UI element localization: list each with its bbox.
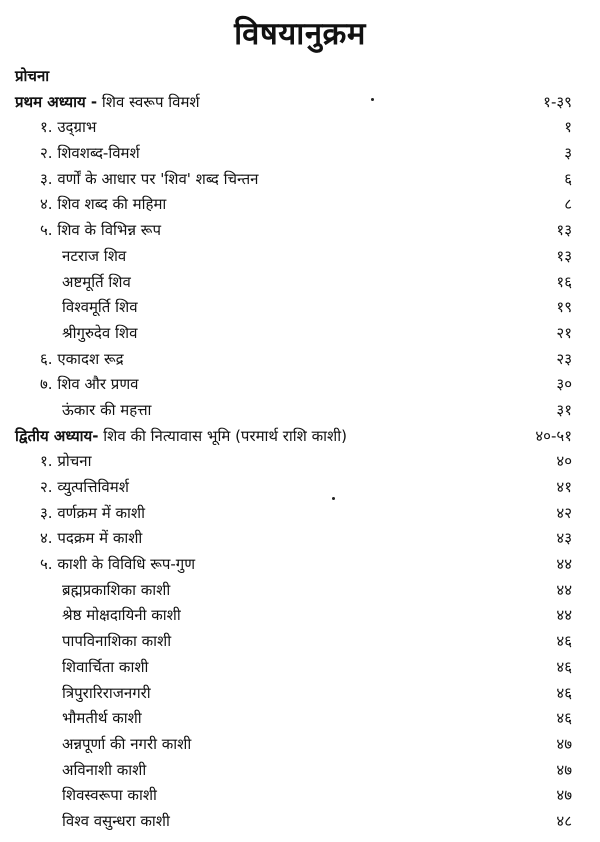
toc-page-number: ४६	[556, 657, 572, 676]
toc-page-number: ४४	[556, 580, 572, 599]
toc-entry-label: श्रेष्ठ मोक्षदायिनी काशी	[62, 606, 181, 625]
chapter-number: द्वितीय अध्याय-	[15, 426, 99, 445]
toc-subentry-row	[0, 398, 600, 424]
toc-page-number: ४७	[556, 760, 572, 779]
toc-entry-label: ६. एकादश रूद्र	[40, 349, 124, 368]
toc-page-number: ४४	[556, 606, 572, 625]
toc-page-number: ४८	[556, 811, 572, 830]
toc-entry-label: प्रोचना	[15, 67, 50, 85]
toc-entry-label: ब्रह्मप्रकाशिका काशी	[62, 580, 171, 599]
toc-page-number: ४०-५१	[535, 426, 572, 445]
toc-page-number: ४२	[556, 503, 572, 522]
toc-entry-row	[0, 347, 600, 373]
toc-entry-label: ३. वर्णों के आधार पर 'शिव' शब्द चिन्तन	[40, 169, 259, 188]
toc-subentry-row	[0, 270, 600, 296]
toc-page-number: ६	[564, 169, 572, 188]
toc-entry-label: १. उद्‌ग्राभ	[40, 118, 97, 137]
toc-chapter-label	[15, 90, 200, 116]
toc-page-number: १६	[556, 272, 572, 291]
toc-subentry-row	[0, 321, 600, 347]
toc-page-number: १९	[556, 298, 572, 317]
toc-subentry-row	[0, 783, 600, 809]
toc-entry-label: ३. वर्णक्रम में काशी	[40, 503, 146, 522]
scan-speck	[371, 98, 374, 101]
toc-subentry-row	[0, 809, 600, 835]
toc-entry-row	[0, 526, 600, 552]
toc-entry-label: पापविनाशिका काशी	[62, 632, 172, 651]
toc-entry-label: २. व्युत्पत्तिविमर्श	[40, 478, 129, 496]
toc-subentry-row	[0, 578, 600, 604]
toc-entry-label: अन्नपूर्णा की नगरी काशी	[62, 734, 192, 753]
toc-page-number: २३	[556, 349, 572, 368]
toc-page-number: ४६	[556, 632, 572, 651]
toc-entry-label: शिवस्वरूपा काशी	[62, 786, 157, 805]
toc-subentry-row	[0, 244, 600, 270]
scan-speck	[332, 497, 335, 500]
toc-page-number: ४७	[556, 734, 572, 753]
toc-chapter-row	[0, 90, 600, 116]
toc-entry-label: १. प्रोचना	[40, 452, 92, 471]
toc-subentry-row	[0, 629, 600, 655]
toc-entry-label: श्रीगुरुदेव शिव	[62, 323, 138, 342]
toc-subentry-row	[0, 681, 600, 707]
toc-entry-label: शिवार्चिता काशी	[62, 657, 149, 676]
toc-entry-label: ५. शिव के विभिन्न रूप	[40, 221, 161, 240]
toc-subentry-row	[0, 295, 600, 321]
toc-entry-label: त्रिपुरारिराजनगरी	[62, 683, 151, 702]
toc-entry-label: अष्टमूर्ति शिव	[62, 272, 131, 291]
toc-page-number: १३	[556, 221, 572, 240]
page-title: विषयानुक्रम	[234, 16, 366, 52]
toc-section-heading	[0, 64, 600, 90]
toc-page-number: ३	[564, 144, 572, 163]
chapter-title: शिव स्वरूप विमर्श	[97, 92, 200, 111]
toc-page-number: १३	[556, 246, 572, 265]
toc-entry-label: भौमतीर्थ काशी	[62, 709, 142, 728]
toc-entry-label: २. शिवशब्द-विमर्श	[40, 144, 140, 163]
toc-subentry-row	[0, 603, 600, 629]
toc-page-number: ४०	[556, 452, 572, 471]
toc-entry-row	[0, 449, 600, 475]
toc-entry-label: ५. काशी के विविधि रूप-गुण	[40, 555, 196, 574]
toc-entry-row	[0, 501, 600, 527]
toc-page-number: ८	[564, 195, 572, 214]
toc-entry-label: विश्व वसुन्धरा काशी	[62, 811, 170, 830]
toc-entry-label: ७. शिव और प्रणव	[40, 375, 139, 394]
toc-entry-label: अविनाशी काशी	[62, 760, 147, 779]
toc-page-number: ४४	[556, 555, 572, 574]
toc-subentry-row	[0, 758, 600, 784]
toc-entry-label: विश्वमूर्ति शिव	[62, 298, 138, 317]
toc-entry-label: नटराज शिव	[62, 246, 127, 265]
toc-entry-row	[0, 475, 600, 501]
toc-entry-row	[0, 218, 600, 244]
chapter-title: शिव की नित्यावास भूमि (परमार्थ राशि काशी)	[98, 426, 347, 445]
toc-page-number: ३१	[556, 400, 572, 419]
toc-entry-row	[0, 141, 600, 167]
toc-subentry-row	[0, 655, 600, 681]
toc-subentry-row	[0, 706, 600, 732]
toc-entry-row	[0, 192, 600, 218]
toc-page-number: ४७	[556, 786, 572, 805]
toc-subentry-row	[0, 732, 600, 758]
chapter-number: प्रथम अध्याय -	[15, 92, 98, 111]
toc-entry-label: ४. शिव शब्द की महिमा	[40, 195, 167, 214]
toc-page-number: ४३	[556, 529, 572, 548]
toc-entry-label: ऊंकार की महत्ता	[62, 400, 152, 419]
toc-page-number: १-३९	[543, 92, 572, 111]
toc-entry-row	[0, 552, 600, 578]
toc-chapter-label	[15, 424, 347, 450]
toc-chapter-row	[0, 424, 600, 450]
toc-entry-row	[0, 372, 600, 398]
table-of-contents	[0, 64, 600, 835]
toc-page-number: ४१	[556, 478, 572, 496]
toc-page-number: १	[564, 118, 572, 137]
toc-page-number: २१	[556, 323, 572, 342]
toc-entry-label: ४. पदक्रम में काशी	[40, 529, 143, 548]
toc-entry-row	[0, 115, 600, 141]
toc-entry-row	[0, 167, 600, 193]
toc-page-number: ४६	[556, 683, 572, 702]
toc-page-number: ४६	[556, 709, 572, 728]
toc-page-number: ३०	[556, 375, 572, 394]
